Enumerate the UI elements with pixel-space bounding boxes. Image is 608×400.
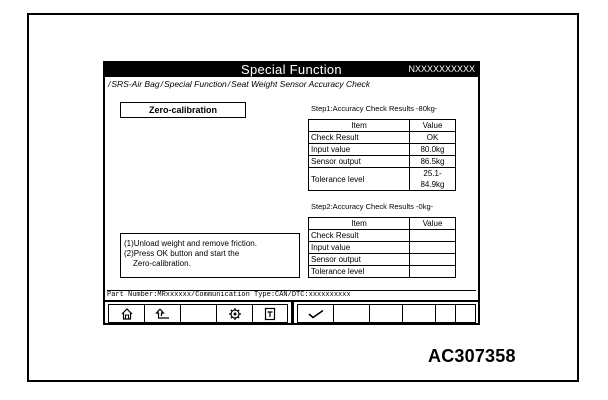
breadcrumb-item-srs[interactable]: SRS-Air Bag [111, 79, 160, 89]
row-item: Input value [309, 144, 410, 156]
table-row [309, 230, 456, 242]
breadcrumb: /SRS-Air Bag/Special Function/Seat Weight Sensor Accuracy Check [108, 79, 371, 89]
row-item: Tolerance level [309, 168, 410, 191]
toolbar-right-group [297, 304, 476, 323]
up-button[interactable] [145, 305, 181, 322]
breadcrumb-item-accuracy-check: Seat Weight Sensor Accuracy Check [231, 79, 371, 89]
row-value [410, 266, 456, 278]
up-icon [155, 307, 171, 321]
table-row [309, 132, 456, 144]
row-item: Sensor output [309, 254, 410, 266]
toolbar-blank-button[interactable] [334, 305, 370, 322]
table-header-row [309, 218, 456, 230]
toolbar [105, 300, 478, 325]
row-item: Tolerance level [309, 266, 410, 278]
home-button[interactable] [109, 305, 145, 322]
table-row [309, 254, 456, 266]
row-value [410, 254, 456, 266]
toolbar-blank-button[interactable] [456, 305, 475, 322]
column-header-value: Value [410, 120, 456, 132]
table-row [309, 242, 456, 254]
toolbar-blank-button[interactable] [370, 305, 403, 322]
column-header-item: Item [309, 218, 410, 230]
column-header-value: Value [410, 218, 456, 230]
scan-tool-screen [103, 61, 480, 325]
row-value: 25.1-84.9kg [410, 168, 456, 191]
row-item: Check Result [309, 230, 410, 242]
instruction-box [120, 233, 300, 278]
step2-caption: Step2:Accuracy Check Results -0kg- [311, 202, 434, 211]
table-header-row [309, 120, 456, 132]
ok-check-icon [308, 309, 324, 319]
row-value [410, 230, 456, 242]
toolbar-blank-button[interactable] [403, 305, 436, 322]
step1-table [308, 119, 456, 191]
table-row [309, 144, 456, 156]
ok-button[interactable] [298, 305, 334, 322]
toolbar-divider [291, 302, 294, 325]
function-label: Zero-calibration [120, 102, 246, 118]
table-row [309, 168, 456, 191]
settings-button[interactable] [217, 305, 253, 322]
step1-caption: Step1:Accuracy Check Results -80kg- [311, 104, 438, 113]
toolbar-left-group [108, 304, 288, 323]
window-title: Special Function [241, 62, 342, 77]
gear-icon [228, 307, 242, 321]
step2-table [308, 217, 456, 278]
row-value [410, 242, 456, 254]
row-value: 86.5kg [410, 156, 456, 168]
status-line: Part Number:MRxxxxxx/Communication Type:CAN/DTC:xxxxxxxxxx [107, 290, 476, 300]
row-item: Input value [309, 242, 410, 254]
table-row [309, 156, 456, 168]
home-icon [120, 307, 134, 321]
row-item: Sensor output [309, 156, 410, 168]
window-code: NXXXXXXXXXX [408, 64, 475, 74]
breadcrumb-item-special-function[interactable]: Special Function [163, 79, 227, 89]
toolbar-blank-button[interactable] [181, 305, 217, 322]
figure-reference-code: AC307358 [428, 346, 516, 366]
toolbar-blank-button[interactable] [436, 305, 456, 322]
row-value: OK [410, 132, 456, 144]
instruction-line-3: Zero-calibration. [133, 259, 191, 268]
instruction-line-1: (1)Unload weight and remove friction. [124, 239, 257, 248]
instruction-line-2: (2)Press OK button and start the [124, 249, 240, 258]
print-button[interactable] [253, 305, 287, 322]
title-bar [105, 63, 478, 77]
table-row [309, 266, 456, 278]
row-value: 80.0kg [410, 144, 456, 156]
print-icon [264, 307, 276, 321]
column-header-item: Item [309, 120, 410, 132]
row-item: Check Result [309, 132, 410, 144]
